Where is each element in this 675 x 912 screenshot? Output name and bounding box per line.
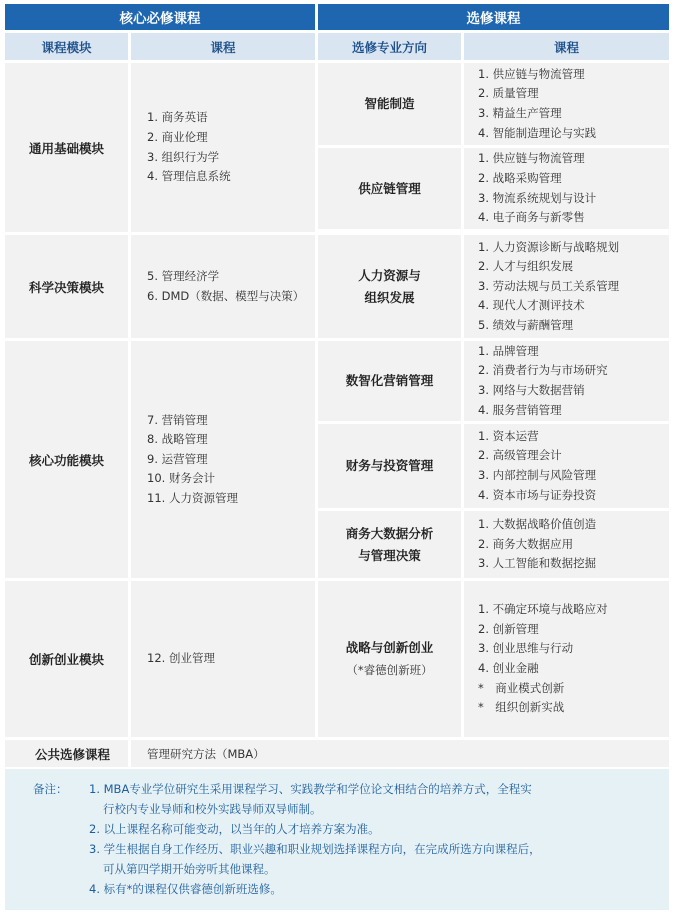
module-course-item: 9. 运营管理 (147, 451, 208, 466)
note-1-continuation: 行校内专业导师和校外实践导师双导师制。 (103, 802, 322, 816)
module-name: 通用基础模块 (28, 140, 104, 156)
column-header-elective-course-label: 课程 (553, 39, 579, 55)
direction-name-line: 组织发展 (364, 289, 415, 305)
direction-course-item: 4. 服务营销管理 (478, 402, 562, 417)
module-course-item: 6. DMD（数据、模型与决策） (147, 288, 305, 303)
direction-course-item: 3. 物流系统规划与设计 (478, 190, 597, 205)
direction-name (358, 178, 421, 200)
direction-course-item: 2. 战略采购管理 (478, 170, 562, 185)
direction-name-line: 供应链管理 (358, 180, 421, 196)
direction-name-line: 财务与投资管理 (345, 458, 434, 473)
column-header-elective-course (464, 33, 669, 60)
column-header-module (5, 33, 128, 60)
direction-course-list (464, 341, 669, 421)
direction-course-list (464, 235, 669, 338)
direction-course-item: 1. 供应链与物流管理 (478, 66, 585, 81)
direction-name-cell (318, 341, 461, 421)
notes-body (89, 779, 649, 899)
public-elective-name: 公共选修课程 (35, 746, 111, 762)
direction-course-item: 1. 不确定环境与战略应对 (478, 602, 608, 617)
direction-name (364, 93, 414, 115)
direction-name (346, 455, 434, 477)
direction-course-list (464, 581, 669, 737)
direction-course-item: 3. 精益生产管理 (478, 106, 562, 120)
direction-course-item: 2. 商务大数据应用 (478, 536, 574, 551)
module-course-item: 11. 人力资源管理 (147, 490, 238, 505)
module-course-item: 3. 组织行为学 (147, 149, 220, 164)
module-name-cell (5, 235, 128, 338)
direction-course-item: 4. 现代人才测评技术 (478, 298, 585, 313)
module-course-list (131, 341, 315, 578)
column-header-module-label: 课程模块 (41, 39, 92, 55)
direction-course-item: 1. 人力资源诊断与战略规划 (478, 239, 620, 254)
module-course-item: 12. 创业管理 (147, 651, 215, 666)
direction-course-item: 2. 高级管理会计 (478, 448, 562, 463)
elective-courses-header (318, 4, 669, 30)
direction-name (358, 265, 421, 309)
module-course-item: 10. 财务会计 (147, 471, 215, 486)
direction-course-item: 5. 绩效与薪酬管理 (478, 317, 574, 332)
direction-name (346, 637, 434, 681)
core-courses-header (5, 4, 315, 30)
direction-course-list (464, 424, 669, 508)
module-course-list (131, 235, 315, 338)
direction-course-item: 4. 智能制造理论与实践 (478, 125, 597, 140)
direction-course-item: 3. 人工智能和数据挖掘 (478, 556, 597, 571)
direction-name-cell (318, 148, 461, 229)
note-1-line: 1. MBA专业学位研究生采用课程学习、实践教学和学位论文相结合的培养方式，全程实 (89, 782, 532, 796)
direction-course-item: 3. 内部控制与风险管理 (478, 468, 597, 482)
module-course-item: 4. 管理信息系统 (147, 169, 231, 184)
module-name: 创新创业模块 (28, 652, 104, 667)
direction-name-cell (318, 581, 461, 737)
direction-name-cell (318, 63, 461, 145)
module-name-cell (5, 63, 128, 232)
direction-name-line: 战略与创新创业 (345, 640, 434, 655)
module-course-item: 7. 营销管理 (147, 412, 208, 427)
direction-course-item: 4. 电子商务与新零售 (478, 210, 585, 225)
note-4-line: 4. 标有*的课程仅供睿德创新班选修。 (89, 882, 282, 896)
direction-course-item: 1. 大数据战略价值创造 (478, 517, 597, 532)
direction-name (346, 370, 434, 392)
direction-name-line: 数智化营销管理 (345, 373, 434, 388)
module-course-item: 8. 战略管理 (147, 432, 208, 447)
direction-course-item: 2. 人才与组织发展 (478, 259, 574, 274)
module-course-list (131, 63, 315, 232)
public-elective-label (5, 740, 128, 767)
elective-courses-title: 选修课程 (466, 11, 521, 27)
module-course-list (131, 581, 315, 737)
module-name-cell (5, 341, 128, 578)
notes-panel (5, 769, 669, 910)
module-name: 核心功能模块 (28, 452, 104, 468)
direction-course-item: * 商业模式创新 (478, 680, 565, 695)
direction-course-item: 2. 创新管理 (478, 621, 539, 636)
column-header-direction-label: 选修专业方向 (351, 39, 427, 55)
direction-name-cell (318, 424, 461, 508)
module-course-item: 2. 商业伦理 (147, 129, 208, 144)
direction-name (346, 523, 434, 567)
direction-course-list (464, 63, 669, 145)
direction-course-item: 1. 供应链与物流管理 (478, 151, 585, 166)
module-name-cell (5, 581, 128, 737)
direction-course-item: 4. 创业金融 (478, 661, 539, 675)
public-elective-course (131, 740, 669, 767)
column-header-course (131, 33, 315, 60)
column-header-course-label: 课程 (210, 39, 236, 55)
direction-course-list (464, 511, 669, 578)
direction-course-item: 4. 资本市场与证券投资 (478, 487, 597, 502)
note-3-line: 3. 学生根据自身工作经历、职业兴趣和职业规划选择课程方向，在完成所选方向课程后， (89, 842, 541, 856)
direction-note: （*睿德创新班） (346, 663, 433, 677)
module-course-item: 5. 管理经济学 (147, 268, 220, 283)
note-3-continuation: 可从第四学期开始旁听其他课程。 (103, 862, 276, 876)
direction-course-item: 2. 质量管理 (478, 86, 539, 101)
note-2-line: 2. 以上课程名称可能变动，以当年的人才培养方案为准。 (89, 822, 380, 836)
direction-course-item: 2. 消费者行为与市场研究 (478, 363, 608, 378)
direction-course-item: 1. 品牌管理 (478, 343, 539, 358)
direction-name-cell (318, 235, 461, 338)
direction-course-item: * 组织创新实战 (478, 700, 565, 715)
module-course-item: 1. 商务英语 (147, 110, 208, 125)
direction-course-item: 3. 劳动法规与员工关系管理 (478, 278, 620, 293)
direction-course-item: 1. 资本运营 (478, 428, 539, 443)
direction-name-line: 商务大数据分析 (345, 525, 434, 541)
direction-course-list (464, 148, 669, 229)
notes-title: 备注： (33, 782, 68, 796)
direction-name-cell (318, 511, 461, 578)
module-name: 科学决策模块 (28, 279, 104, 295)
core-courses-title: 核心必修课程 (119, 11, 201, 27)
public-elective-course-text: 管理研究方法（MBA） (147, 746, 265, 761)
column-header-direction (318, 33, 461, 60)
direction-name-line: 与管理决策 (358, 547, 421, 563)
direction-name-line: 智能制造 (364, 96, 415, 111)
direction-course-item: 3. 创业思维与行动 (478, 641, 574, 656)
direction-name-line: 人力资源与 (358, 267, 421, 283)
direction-course-item: 3. 网络与大数据营销 (478, 383, 585, 397)
